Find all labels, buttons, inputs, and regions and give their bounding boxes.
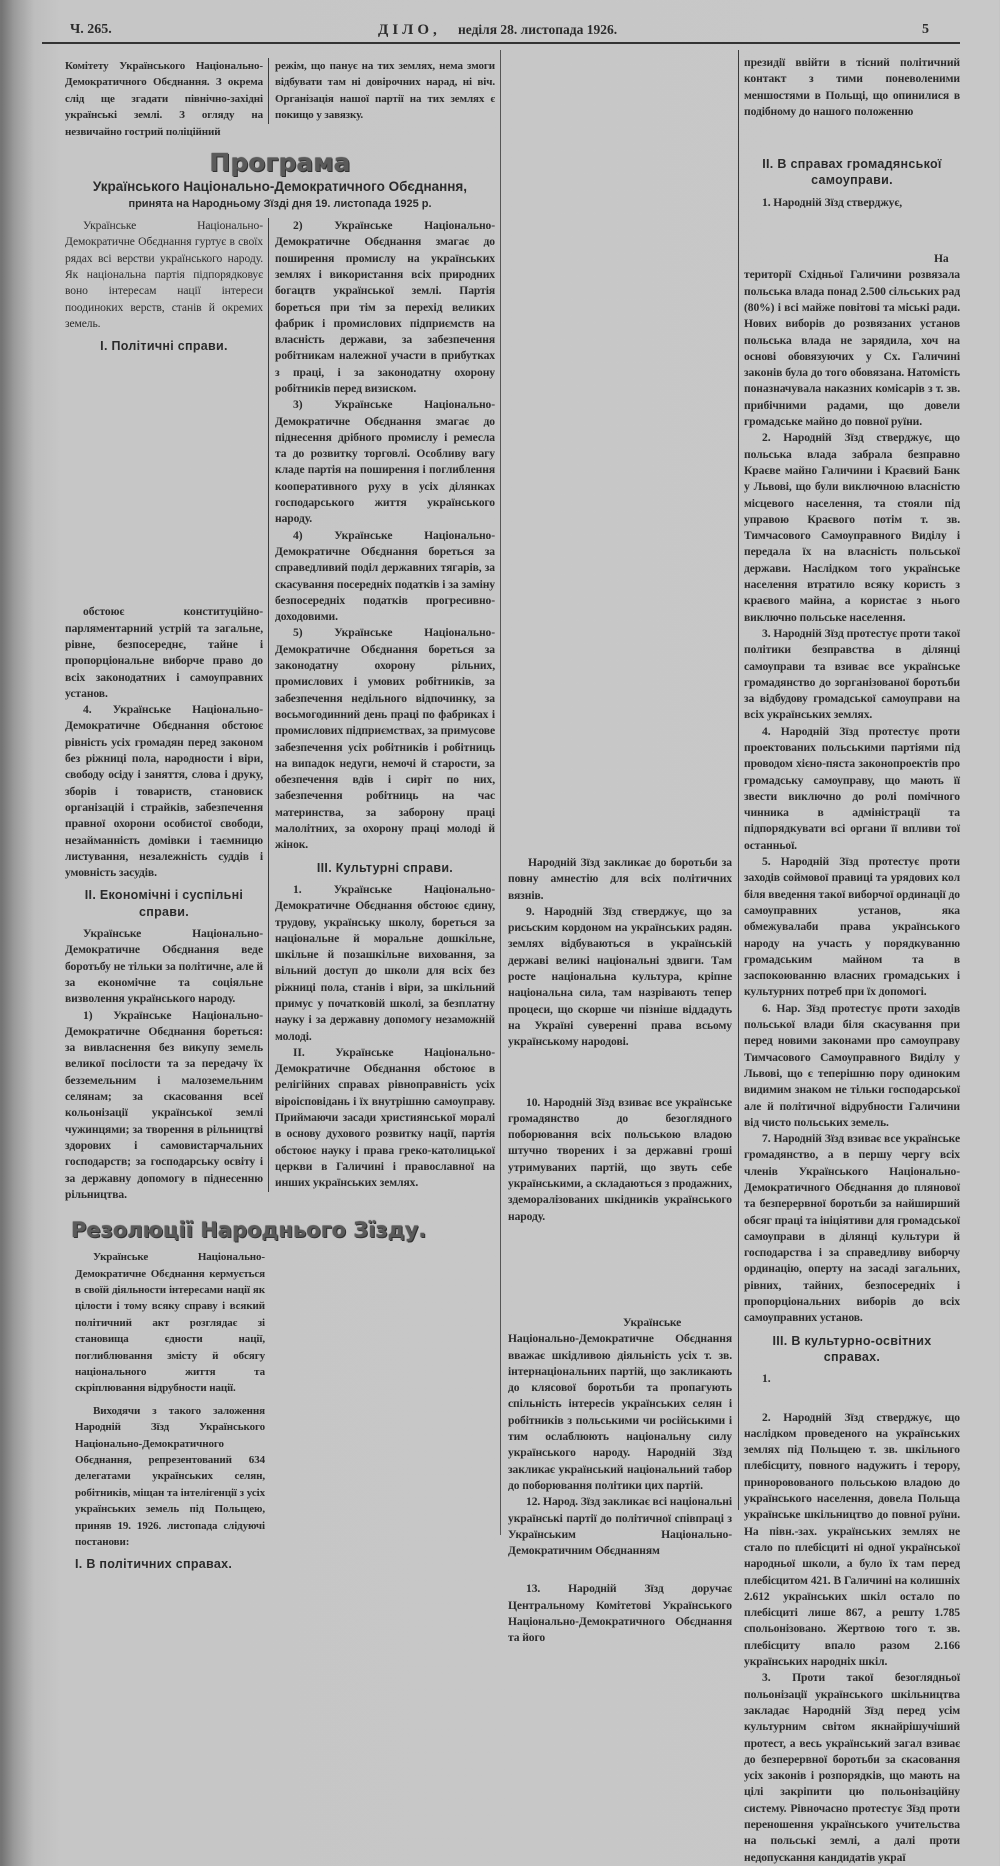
paragraph: На території Східньої Галичини розвязала польська влада понад 2.500 сільських рад (80%) і всі майже повітові та міські ради. Нових виборів до розвязаних установ польська влада не зарядила, хоч на основі обовязуючих у Сх. Галичині законів була до того обовязана. Натомість поназначувала наказних комісарів з т. зв. прибічними радами, що довели громадське майно до повної руїни. bbox=[744, 252, 960, 429]
paragraph: 3) Українське Національно-Демократичне Обєднання змагає до піднесення дрібного промислу і ремесла та до розвитку торговлі. Особливу вагу кладе партія на поширення і поглиблення кооперативного руху в усіх ділянках господарського життя українського народу. bbox=[275, 398, 495, 526]
issue-date: неділя 28. листопада 1926. bbox=[458, 22, 618, 37]
paragraph: 4. Українське Національно-Демократичне Обєднання обстоює рівність усіх громадян перед законом без ріжниці пола, народности і віри, свободу осіду і заняття, слова і друку, зборів і товариств, становиск організацій і страйків, забезпечення правної охорони особистої свободи, незайманність домівки і таємницю листування, незалежність суддів і умовність засудів. bbox=[65, 703, 263, 880]
paragraph: 6. Нар. Зїзд протестує проти заходів польської влади біля скасування при перед новими законами про самоуправу Тимчасового Самоуправного Виділу у Львові, що є теперішню пору одиноким видимим знаком не тільки господарської але й політичної відрубности Галичини від чисто польських земель. bbox=[744, 1001, 960, 1129]
paragraph: 7. Народній Зїзд взиває все українське громадянство, а в першу чергу всіх членів Українського Національно-Демократичного Обєднання до плянової та безперервної боротьби за найширший обсяг праці та ініціятиви для громадської самоуправи в ділянці культури й господарства і за справедливу виборчу ординацію, оперту на засаді загальних, рівних, тайних, безпосередніх і пропорціональних виборів до всіх самоуправних установ. bbox=[744, 1132, 960, 1325]
paragraph: 3. Проти такої безоглядньої польонізації українського шкільництва закладає Народній Зїзд перед усім культурним світом якнайрішучіший протест, а весь український загал взиває до безперервної боротьби за скасовання усіх законів і розпорядків, що мають на цілі закріпити цю польонізаційну систему. Рівночасно протестує Зїзд проти переношення українського учительства на польські землі, а далі проти недопускання кандидатів украї bbox=[744, 1671, 960, 1864]
paragraph: режім, що панує на тих землях, нема змоги відбувати там ні довірочних нарад, ні віч. Організація нашої партії на тих землях є покищо у завязку. bbox=[275, 60, 495, 122]
left-area bbox=[65, 58, 495, 1579]
paragraph: 1. Українське Національно-Демократичне Обєднання обстоює єдину, трудову, українську школу, бореться за національне й моральне дошкільне, шкільне й позашкільне виховання, за вільний доступ до школи для всіх без ріжниці пола, станів і віри, за шкільний примус у початковій школі, за безплатну науку і за державну допомогу незаможній молоді. bbox=[275, 882, 495, 1043]
section-heading: II. В справах громадянської самоуправи. bbox=[762, 157, 942, 188]
page-number: 5 bbox=[922, 22, 929, 37]
column-divider bbox=[738, 50, 739, 1510]
continued-text-row bbox=[65, 58, 495, 140]
resolutions-column bbox=[75, 1249, 265, 1573]
paragraph: Комітету Українського Національно-Демократичного Обєднання. З окрема слід ще згадати північно-західні українські землі. З огляду на незвичайно гострий поліційний bbox=[65, 60, 263, 138]
header-rule bbox=[42, 42, 960, 44]
program-subtitle: Українського Національно-Демократичного Обєднання, bbox=[92, 179, 468, 195]
continued-text-mid bbox=[268, 58, 495, 124]
program-column-b bbox=[268, 218, 495, 1192]
newspaper-name: ДІЛО, bbox=[378, 22, 441, 38]
paragraph: 2. Народній Зїзд стверджує, що наслідком проведеного на українських землях під Польщею т. зв. шкільного плебісциту, повного надужить і терору, приноровованого польською владою до українського населення, довела Польща українське шкільництво до повної руїни. На півн.-зах. українських землях не стало по плебісциті ні одної української народньої школи, а було їх там перед плебісцитом 421. В Галичині на колишніх 2.612 українських шкіл остало по плебісциті лише 867, а решту 1.785 спольонізовано. Жертвою того т. зв. плебісциту впало разом 2.166 українських народніх шкіл. bbox=[744, 1410, 960, 1669]
paragraph: Українське Національно-Демократичне Обєднання кермується в своїй діяльности інтересами нації як цілости і тому всяку справу і всякий політичний акт розглядає зі становища єдности нації, поглиблювання змісту й обсягу національного життя та скріплювання відрубности нації. bbox=[75, 1251, 265, 1395]
paragraph: 2. Народній Зїзд стверджує, що польська влада забрала безправно Краєве майно Галичини і Краєвий Банк у Львові, що були виключною власністю місцевого населення, та стояли під управою Краєвого потім т. зв. Тимчасового Самоуправного Виділу і передала їх на власність польської держави. Наслідком того українське населення втратило всяку користь з краєвого майна, а користає з нього виключно польське населення. bbox=[744, 431, 960, 624]
paragraph: 1. bbox=[762, 1372, 771, 1386]
paragraph: 10. Народній Зїзд взиває все українське громадянство до безоглядного поборювання всіх польською владою штучно творених і за державні гроші утримуваних партій, що звуть себе українськими, а складаються з продажних, здеморалізованих шкідників українського народу. bbox=[508, 1095, 732, 1223]
section-heading: I. В політичних справах. bbox=[75, 1557, 233, 1572]
section-heading: III. В культурно-освітних справах. bbox=[772, 1333, 932, 1364]
section-heading: III. Культурні справи. bbox=[316, 860, 454, 875]
paragraph: президії ввійти в тісний політичний контакт з тими поневоленими меншостями в Польщі, що опинилися в подібному до нашого положенню bbox=[744, 56, 960, 118]
program-column-a bbox=[65, 218, 263, 1203]
paragraph: 4) Українське Національно-Демократичне Обєднання бореться за справедливий поділ державних тягарів, за скасування посередніх податків і за заміну безпосередніх податків прогресивно-доходовими. bbox=[275, 528, 495, 624]
paragraph: Українське Національно-Демократичне Обєднання гуртує в своїх рядах всі верстви українського народу. Як національна партія підпорядковує воно інтересам нації інтереси поодиноких верств, станів й окремих земель. bbox=[65, 219, 263, 330]
issue-number: Ч. 265. bbox=[70, 22, 112, 37]
paragraph: 13. Народній Зїзд доручає Центральному Комітетові Українського Національно-Демократичного Обєднання та його bbox=[508, 1582, 732, 1645]
paragraph: 9. Народній Зїзд стверджує, що за рисьским кордоном на українських радян. землях відбуваються в українській державі великі національні здвиги. Там росте національна культура, кріпне національна сила, там назрівають тепер процеси, що скорше чи пізніше віддадуть на Україні суверенні права всьому українському народові. bbox=[508, 904, 732, 1049]
paragraph: Українське Національно-Демократичне Обєднання вважає шкідливою діяльність усіх т. зв. інтернаціональних партій, що закликають до клясової боротьби та пропагують спільність інтересів українських селян і робітників з польськими чи російськими і тим ослаблюють національну силу українського народу. Народній Зїзд закликає український національний табор до поборювання політики цих партій. bbox=[508, 1315, 732, 1492]
section-heading: I. Політичні справи. bbox=[100, 339, 228, 354]
paragraph: II. Українське Національно-Демократичне Обєднання обстоює в релігійних справах рівноправність усіх віроісповідань і їх внутрішню самоуправу. Приймаючи засади християнської моралі в основу духового розвитку нації, партія обстоює науку і права греко-католицької церкви в Галичині і православної на инших українських землях. bbox=[275, 1045, 495, 1190]
resolutions-column-3 bbox=[508, 855, 732, 1647]
paragraph: 5. Народній Зїзд протестує проти заходів соймової правиці та урядових кол біля введення такої виборчої ординації до самоуправних установ, яка обмежувалаби права українського народу на участь у порядкуванню громадським майном та в заспокоюванню власних громадських і культурних потреб при їх допомогі. bbox=[744, 855, 960, 999]
paragraph: обстоює конституційно-парляментарний устрій та загальне, рівне, безпосереднє, тайне і пропорціональне виборче право до всіх законодатних і самоуправних установ. bbox=[65, 605, 263, 700]
resolutions-column-4 bbox=[744, 55, 960, 1866]
paragraph: 2) Українське Національно-Демократичне Обєднання змагає до поширення промислу на українських землях і використання всіх природних богацтв української землі. Партія бореться при тім за перехід великих фабрик і промислових підприємств на власність держави, за забезпечення робітникам належної участи в прибутках з праці, і за законодатну охорону робітників перед визиском. bbox=[275, 219, 495, 395]
resolutions-title: Резолюції Народнього Зїзду. bbox=[71, 1218, 427, 1243]
section-heading: II. Економічні і суспільні справи. bbox=[84, 888, 244, 919]
paragraph: Виходячи з такого заложення Народній Зїзд Українського Національно-Демократичного Обєднання, репрезентований 634 делегатами українських селян, робітників, міщан та інтелігенції з усіх українських земель під Польщею, приняв 19. 1926. листопада слідуючі постанови: bbox=[75, 1404, 265, 1548]
program-title: Програма bbox=[209, 148, 351, 178]
paragraph: Українське Національно-Демократичне Обєднання веде боротьбу не тільки за політичне, але й за економічне та соціяльне визволення українського народу. bbox=[65, 927, 263, 1006]
paragraph: 12. Народ. Зїзд закликає всі національні українські партії до політичної співпраці з Українським Національно-Демократичним Обєднанням bbox=[508, 1495, 732, 1558]
program-columns bbox=[65, 218, 495, 1203]
paragraph: Народній Зїзд закликає до боротьби за повну амнестію для всіх політичних вязнів. bbox=[508, 856, 732, 902]
continued-text-left bbox=[65, 58, 263, 140]
program-adoption-note: принята на Народньому Зїзді дня 19. листопада 1925 р. bbox=[128, 198, 432, 211]
column-divider bbox=[500, 50, 501, 1535]
paragraph: 4. Народній Зїзд протестує проти проектованих польськими партіями під проводом хієно-пяста законопроектів про громадську самоуправу, що мають її звести виключно до ролі помічного чинника в адміністрації та підпорядкувати всі органи її впливи тої останньої. bbox=[744, 724, 960, 852]
paragraph: 3. Народній Зїзд протестує проти такої політики безправства в ділянці самоуправи та взиває все українське громадянство до зорганізованої боротьби за відбудову громадської самоуправи на всіх українських землях. bbox=[744, 626, 960, 722]
paragraph: 1. Народній Зїзд стверджує, bbox=[762, 195, 903, 209]
paragraph: 5) Українське Національно-Демократичне Обєднання бореться за законодатну охорону рільних, промислових і умових робітників, за забезпечення недільного відпочинку, за восьмогодинний день праці по фабриках і промислових підприємствах, за примусове забезпечення усіх робітників і робітниць на випадок недуги, немочі й старости, за обезпечення вдів і сиріт по них, забезпечення робітниць на час материнства, за заборону праці малолітних, за охорону праці молоді й жінок. bbox=[275, 626, 495, 852]
paragraph: 1) Українське Національно-Демократичне Обєднання бореться: за вивласнення без викупу земель великої посілости та за передачу їх безземельним і малоземельним селянам; за скасовання всеї кольонізації української землі чужинцями; за творення в рільництві здорових і самовистарчальних господарств; за господарську освіту і за державну допомогу в піднесенню рільництва. bbox=[65, 1008, 263, 1201]
